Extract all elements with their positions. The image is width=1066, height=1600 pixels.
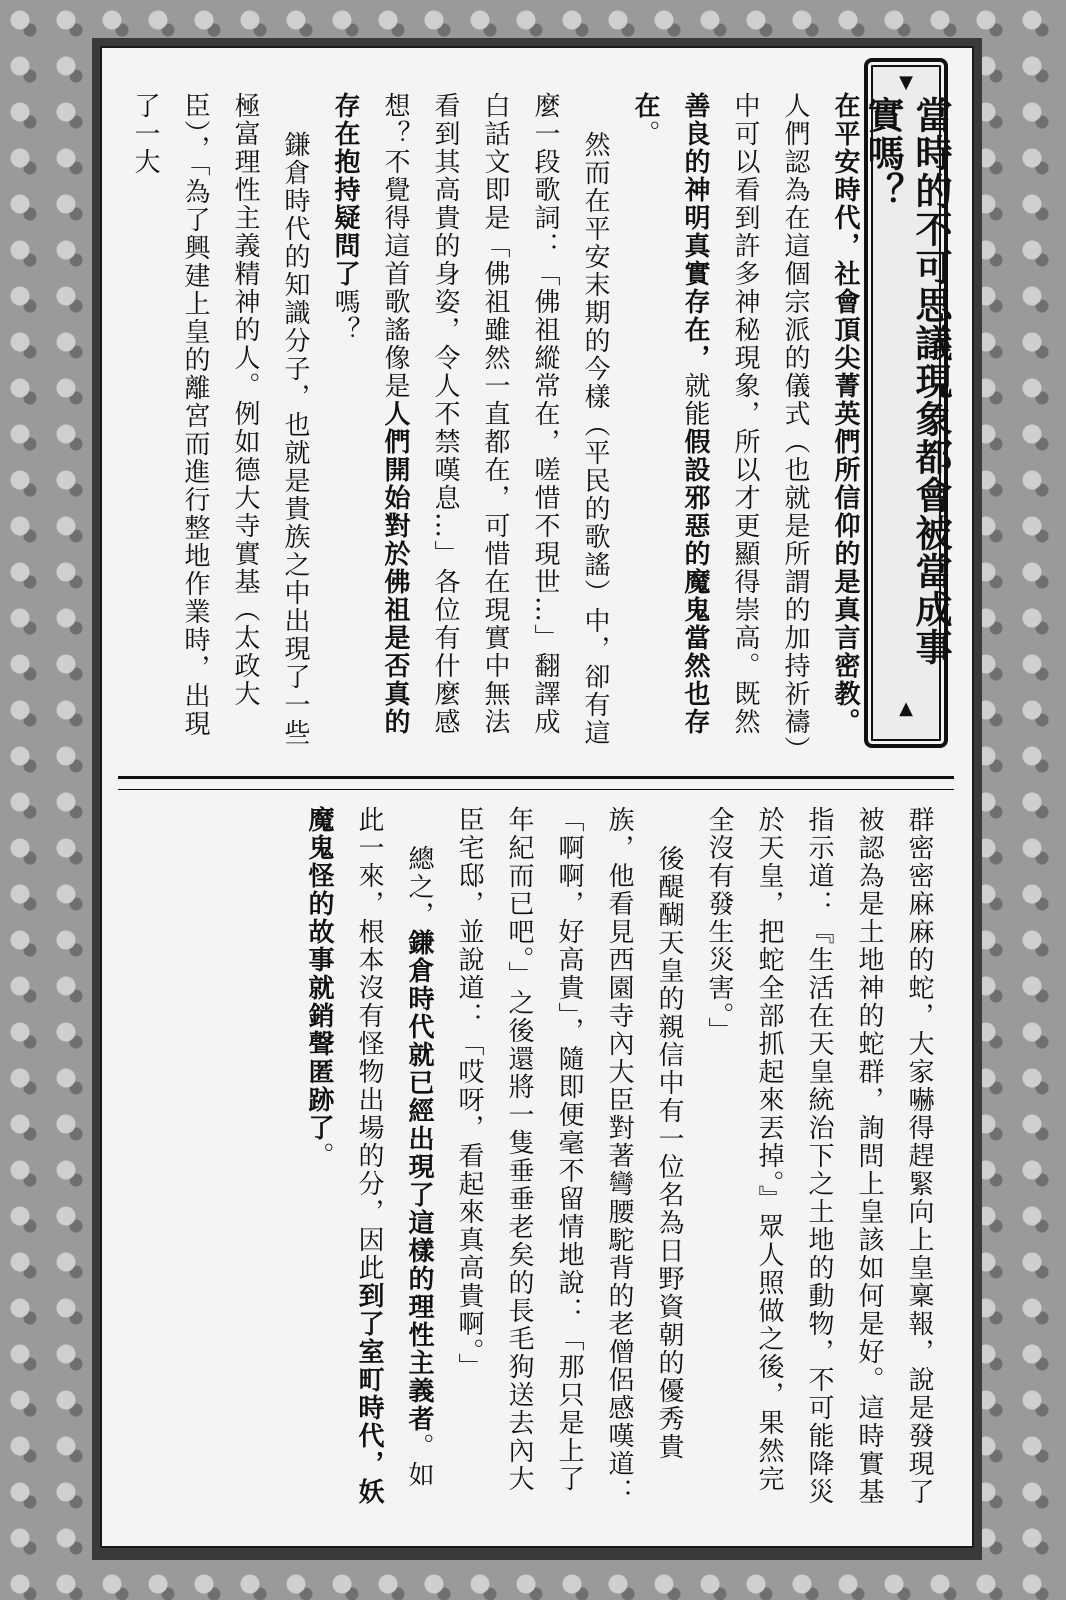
body-text: 人們認為在這個宗派的儀式（也就是所謂的加持祈禱）中可以看到許多神秘現象， [730,92,810,751]
emphasis-text: 鎌倉時代就已經出現了這樣的理性主義者 [404,929,434,1433]
top-text-section [130,92,870,752]
triangle-up-icon: ▲ [899,698,913,719]
paragraph [320,92,620,752]
triangle-down-icon: ▼ [899,72,913,93]
emphasis-text: 人們開始對於佛祖是否真的存在抱持疑問了 [330,92,410,736]
body-text: 然而在平安末期的今樣（平民的歌謠）中，卻有這麼一段歌詞：「佛祖縱常在，嗟惜不現世…」翻譯成白話文即是「佛祖雖然一直都在，可惜在現實中無法看到其高貴的身姿，令人不禁嘆息…」各位有什麼感想？不覺得這首歌謠像是 [380,92,610,747]
body-text: 總之， [404,845,434,929]
emphasis-text: 善良的神明真實存在， [680,92,710,372]
paragraph [694,806,944,1506]
emphasis-text: 在平安時代，社會頂尖菁英們所信仰的是真言密教。 [830,92,860,736]
body-text: 所以才更顯得崇高。既然 [730,428,760,736]
page-title: 當時的不可思議現象都會被當成事實嗎？ [861,96,952,666]
paragraph [120,92,320,752]
section-divider [118,776,954,790]
paragraph [620,92,870,752]
body-text: 鎌倉時代的知識分子，也就是貴族之中出現了一些極富理性主義精神的人。例如德大寺實基（太政大臣），「為了興建上皇的離宮而進行整地作業時，出現了一大 [130,92,310,747]
body-text: 就能 [680,372,710,428]
emphasis-text: 到了室町時代，妖魔鬼怪的故事就銷聲匿跡了 [304,806,384,1506]
body-text: 。 [630,120,660,148]
emphasis-text: 假設邪惡的魔鬼當然也存在 [630,92,710,736]
body-text: 嗎？ [330,288,360,344]
bottom-text-section [184,806,944,1506]
paragraph [294,806,444,1506]
body-text: 後醍醐天皇的親信中有一位名為日野資朝的優秀貴族，他看見西園寺內大臣對著彎腰駝背的老僧侶感嘆道：「啊啊，好高貴」，隨即便毫不留情地說：「那只是上了年紀而已吧。」之後還將一隻垂垂老矣的長毛狗送去內大臣宅邸，並說道：「哎呀，看起來真高貴啊。」 [454,806,684,1506]
body-text: 群密密麻麻的蛇，大家嚇得趕緊向上皇稟報，說是發現了被認為是土地神的蛇群，詢問上皇該如何是好。這時實基指示道：『生活在天皇統治下之土地的動物，不可能降災於天皇，把蛇全部抓起來丟掉。』眾人照做之後，果然完全沒有發生災害。」 [704,806,934,1506]
body-text: 。如此一來，根本沒有怪物出場的分，因此 [354,806,434,1489]
paragraph [444,806,694,1506]
title-box [861,58,952,748]
body-text: 。 [304,1142,334,1170]
